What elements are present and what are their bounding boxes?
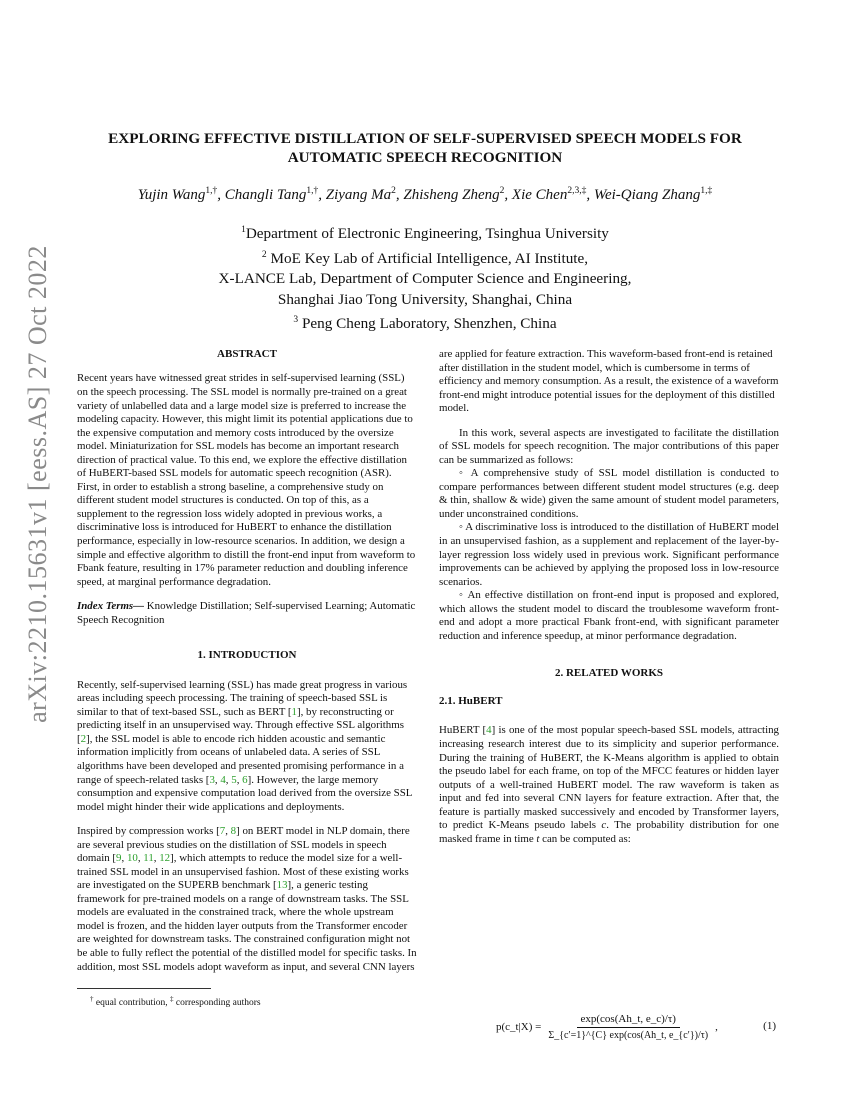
footnote-rule <box>77 988 211 989</box>
equation-1: p(c_t|X) = $\frac{\exp(\cos(Ah\_t, e\_c)/\tau)}{\Sigma\_\{c'=1\}\^{}\{C\} \exp(\cos(Ah\_t, e\_\{c'\})/\tau)}$ , (1) <box>496 1013 776 1041</box>
author: Changli Tang$^{1,\dagger}$, <box>224 186 326 203</box>
math-variable: t <box>536 832 540 845</box>
equation-lhs: p(c_t|X) = <box>496 1021 542 1033</box>
hubert-paragraph: HuBERT [4] is one of the most popular speech-based SSL models, attracting increasing research interest due to its simplicity and superior performance. During the training of HuBERT, the K-Means algorithm is applied to obtain the pseudo label for each frame, on top of the MFCC features or hidden layer outputs of a well-trained HuBERT model. The raw waveform is taken as input and fed into several CNN layers for feature extraction. After that, the feature is partially masked successively and encoded by Transformer layers, to predict K-Means pseudo labels c. The probability distribution for one masked frame in time t can be computed as: <box>439 724 779 845</box>
citation-link[interactable]: 1 <box>291 705 297 718</box>
intro-paragraph-2: Inspired by compression works [7, 8] on BERT model in NLP domain, there are several previous studies on the distillation of SSL models in speech domain [9, 10, 11, 12], which attempts to reduce the model size for a well-trained SSL model in an unsupervised fashion. Most of these existing works are investigated on the SUPERB benchmark [13], a generic testing framework for pre-trained models on a range of downstream tasks. The SSL models are evaluated in the constrained track, where the whole upstream model is frozen, and the hidden layer outputs from the Transformer encoder are weighted for downstream tasks. The constrained configuration might not be able to fully reflect the potential of the distilled model for specific tasks. In addition, most SSL models adopt waveform as input, and several CNN layers are applied for feature extraction. This waveform-based front-end is retained after distillation in the student model, which is cumbersome in terms of efficiency and memory consumption. As a result, the existence of a waveform front-end might introduce potential issues for the deployment of this distilled model. <box>77 348 779 973</box>
paper-title <box>70 129 780 167</box>
affiliation-line: $^2$ MoE Key Lab of Artificial Intelligence, AI Institute, <box>261 249 589 267</box>
affiliation-block <box>120 220 730 335</box>
citation-link[interactable]: 13 <box>276 879 288 892</box>
citation-link[interactable]: 6 <box>242 773 248 786</box>
citation-link[interactable]: 8 <box>230 825 237 838</box>
affiliation-line: $^3$ Peng Cheng Laboratory, Shenzhen, China <box>293 315 557 333</box>
citation-link[interactable]: 12 <box>159 852 171 865</box>
abstract-text: Recent years have witnessed great strides in self-supervised learning (SSL) on the speech processing. The SSL model is normally pre-trained on a great variety of unlabelled data and a large model size is preferred to increase the modeling capacity. However, this might limit its potential applications due to the expensive computation and memory costs introduced by the oversize model. Miniaturization for SSL models has become an important research direction of practical value. To this end, we explore the effective distillation of HuBERT-based SSL models for automatic speech recognition (ASR). First, in order to establish a strong baseline, a comprehensive study on different student model structures is conducted. On top of this, as a supplement to the regression loss widely adopted in previous works, a discriminative loss is introduced for HuBERT to enhance the distillation performance, especially in low-resource scenarios. In addition, we design a simple and effective algorithm to distill the front-end input from waveform to Fbank feature, resulting in 17% parameter reduction and doubling inference speed, at marginal performance degradation. <box>77 372 416 588</box>
related-works-heading: 2. RELATED WORKS <box>554 667 664 680</box>
author: Xie Chen$^{2,3,\ddagger}$, <box>511 186 594 203</box>
arxiv-stamp <box>16 245 60 723</box>
citation-link[interactable]: 10 <box>126 852 138 865</box>
citation-link[interactable]: 11 <box>143 852 154 865</box>
citation-link[interactable]: 5 <box>231 773 237 786</box>
equation-number: (1) <box>763 1020 776 1032</box>
index-terms-label: Index Terms— <box>77 600 145 613</box>
author: Wei-Qiang Zhang$^{1,\ddagger}$ <box>593 186 713 203</box>
math-variable: c <box>601 819 607 832</box>
index-terms <box>77 600 417 627</box>
affiliation-line: X-LANCE Lab, Department of Computer Science and Engineering, <box>218 270 632 288</box>
contribution-bullet-1: ◦ A comprehensive study of SSL model distillation is conducted to compare performances between different student model structures (e.g. deep & thin, shallow & wide) given the same amount of student model parameters, under unconstrained conditions. <box>439 467 779 520</box>
intro-paragraph-1: Recently, self-supervised learning (SSL) has made great progress in various areas including speech processing. The training of speech-based SSL is similar to that of text-based SSL, such as BERT [1], by reconstructing or predicting itself in an unsupervised way. Through effective SSL algorithms [2], the SSL model is able to encode rich hidden acoustic and semantic information implicitly from oceans of unlabeled data. A series of SSL algorithms have been developed and presented promising performance in a range of speech-related tasks [3, 4, 5, 6]. However, the large memory consumption and expensive computation load derived from the oversize SSL model might hinder their wide applications and deployments. <box>77 678 413 813</box>
title-line-2: AUTOMATIC SPEECH RECOGNITION <box>287 149 563 166</box>
affiliation-line: Shanghai Jiao Tong University, Shanghai, China <box>277 290 573 308</box>
arxiv-identifier: arXiv:2210.15631v1 [eess.AS] 27 Oct 2022 <box>23 245 52 723</box>
equation-fraction <box>544 1013 712 1041</box>
hubert-subheading: 2.1. HuBERT <box>439 694 503 707</box>
equation-denominator: Σ_{c′=1}^{C} exp(cos(Ah_t, e_{c′})/τ) <box>548 1030 709 1041</box>
author: Zhisheng Zheng$^2$, <box>403 186 512 203</box>
footnote: † equal contribution, ‡ corresponding authors <box>90 995 261 1009</box>
contribution-bullet-3: ◦ An effective distillation on front-end input is proposed and explored, which allows the student model to discard the troublesome waveform front-end and adopt a more practical Fbank front-end, with significant parameter reduction and inference speedup, at minor performance degradation. <box>439 589 779 642</box>
affiliation-line: $^1$Department of Electronic Engineering, Tsinghua University <box>241 225 609 243</box>
abstract-heading: ABSTRACT <box>217 348 277 360</box>
author: Yujin Wang$^{1,\dagger}$, <box>137 186 225 203</box>
citation-link[interactable]: 7 <box>219 825 226 838</box>
author: Ziyang Ma$^2$, <box>325 186 404 203</box>
intro-paragraph-3: In this work, several aspects are investigated to facilitate the distillation of SSL models for speech recognition. The major contributions of this paper can be summarized as follows: <box>439 426 779 466</box>
author-list <box>70 181 780 205</box>
citation-link[interactable]: 2 <box>80 732 87 745</box>
two-column-body <box>77 348 779 985</box>
contribution-bullet-2: ◦ A discriminative loss is introduced to the distillation of HuBERT model in an unsupervised fashion, as a supplement and replacement of the layer-by-layer regression loss widely used in previous work. Significant performance improvements can be achieved by applying the proposed loss in low-resource scenarios. <box>439 521 779 588</box>
title-line-1: EXPLORING EFFECTIVE DISTILLATION OF SELF-SUPERVISED SPEECH MODELS FOR <box>108 130 742 147</box>
citation-link[interactable]: 3 <box>209 773 215 786</box>
citation-link[interactable]: 4 <box>486 724 492 737</box>
citation-link[interactable]: 4 <box>220 773 226 786</box>
introduction-heading: 1. INTRODUCTION <box>197 649 297 662</box>
citation-link[interactable]: 9 <box>116 852 122 865</box>
equation-numerator: exp(cos(Ah_t, e_c)/τ) <box>577 1013 680 1028</box>
index-terms-text: Knowledge Distillation; Self-supervised Learning; Automatic Speech Recognition <box>77 600 416 626</box>
